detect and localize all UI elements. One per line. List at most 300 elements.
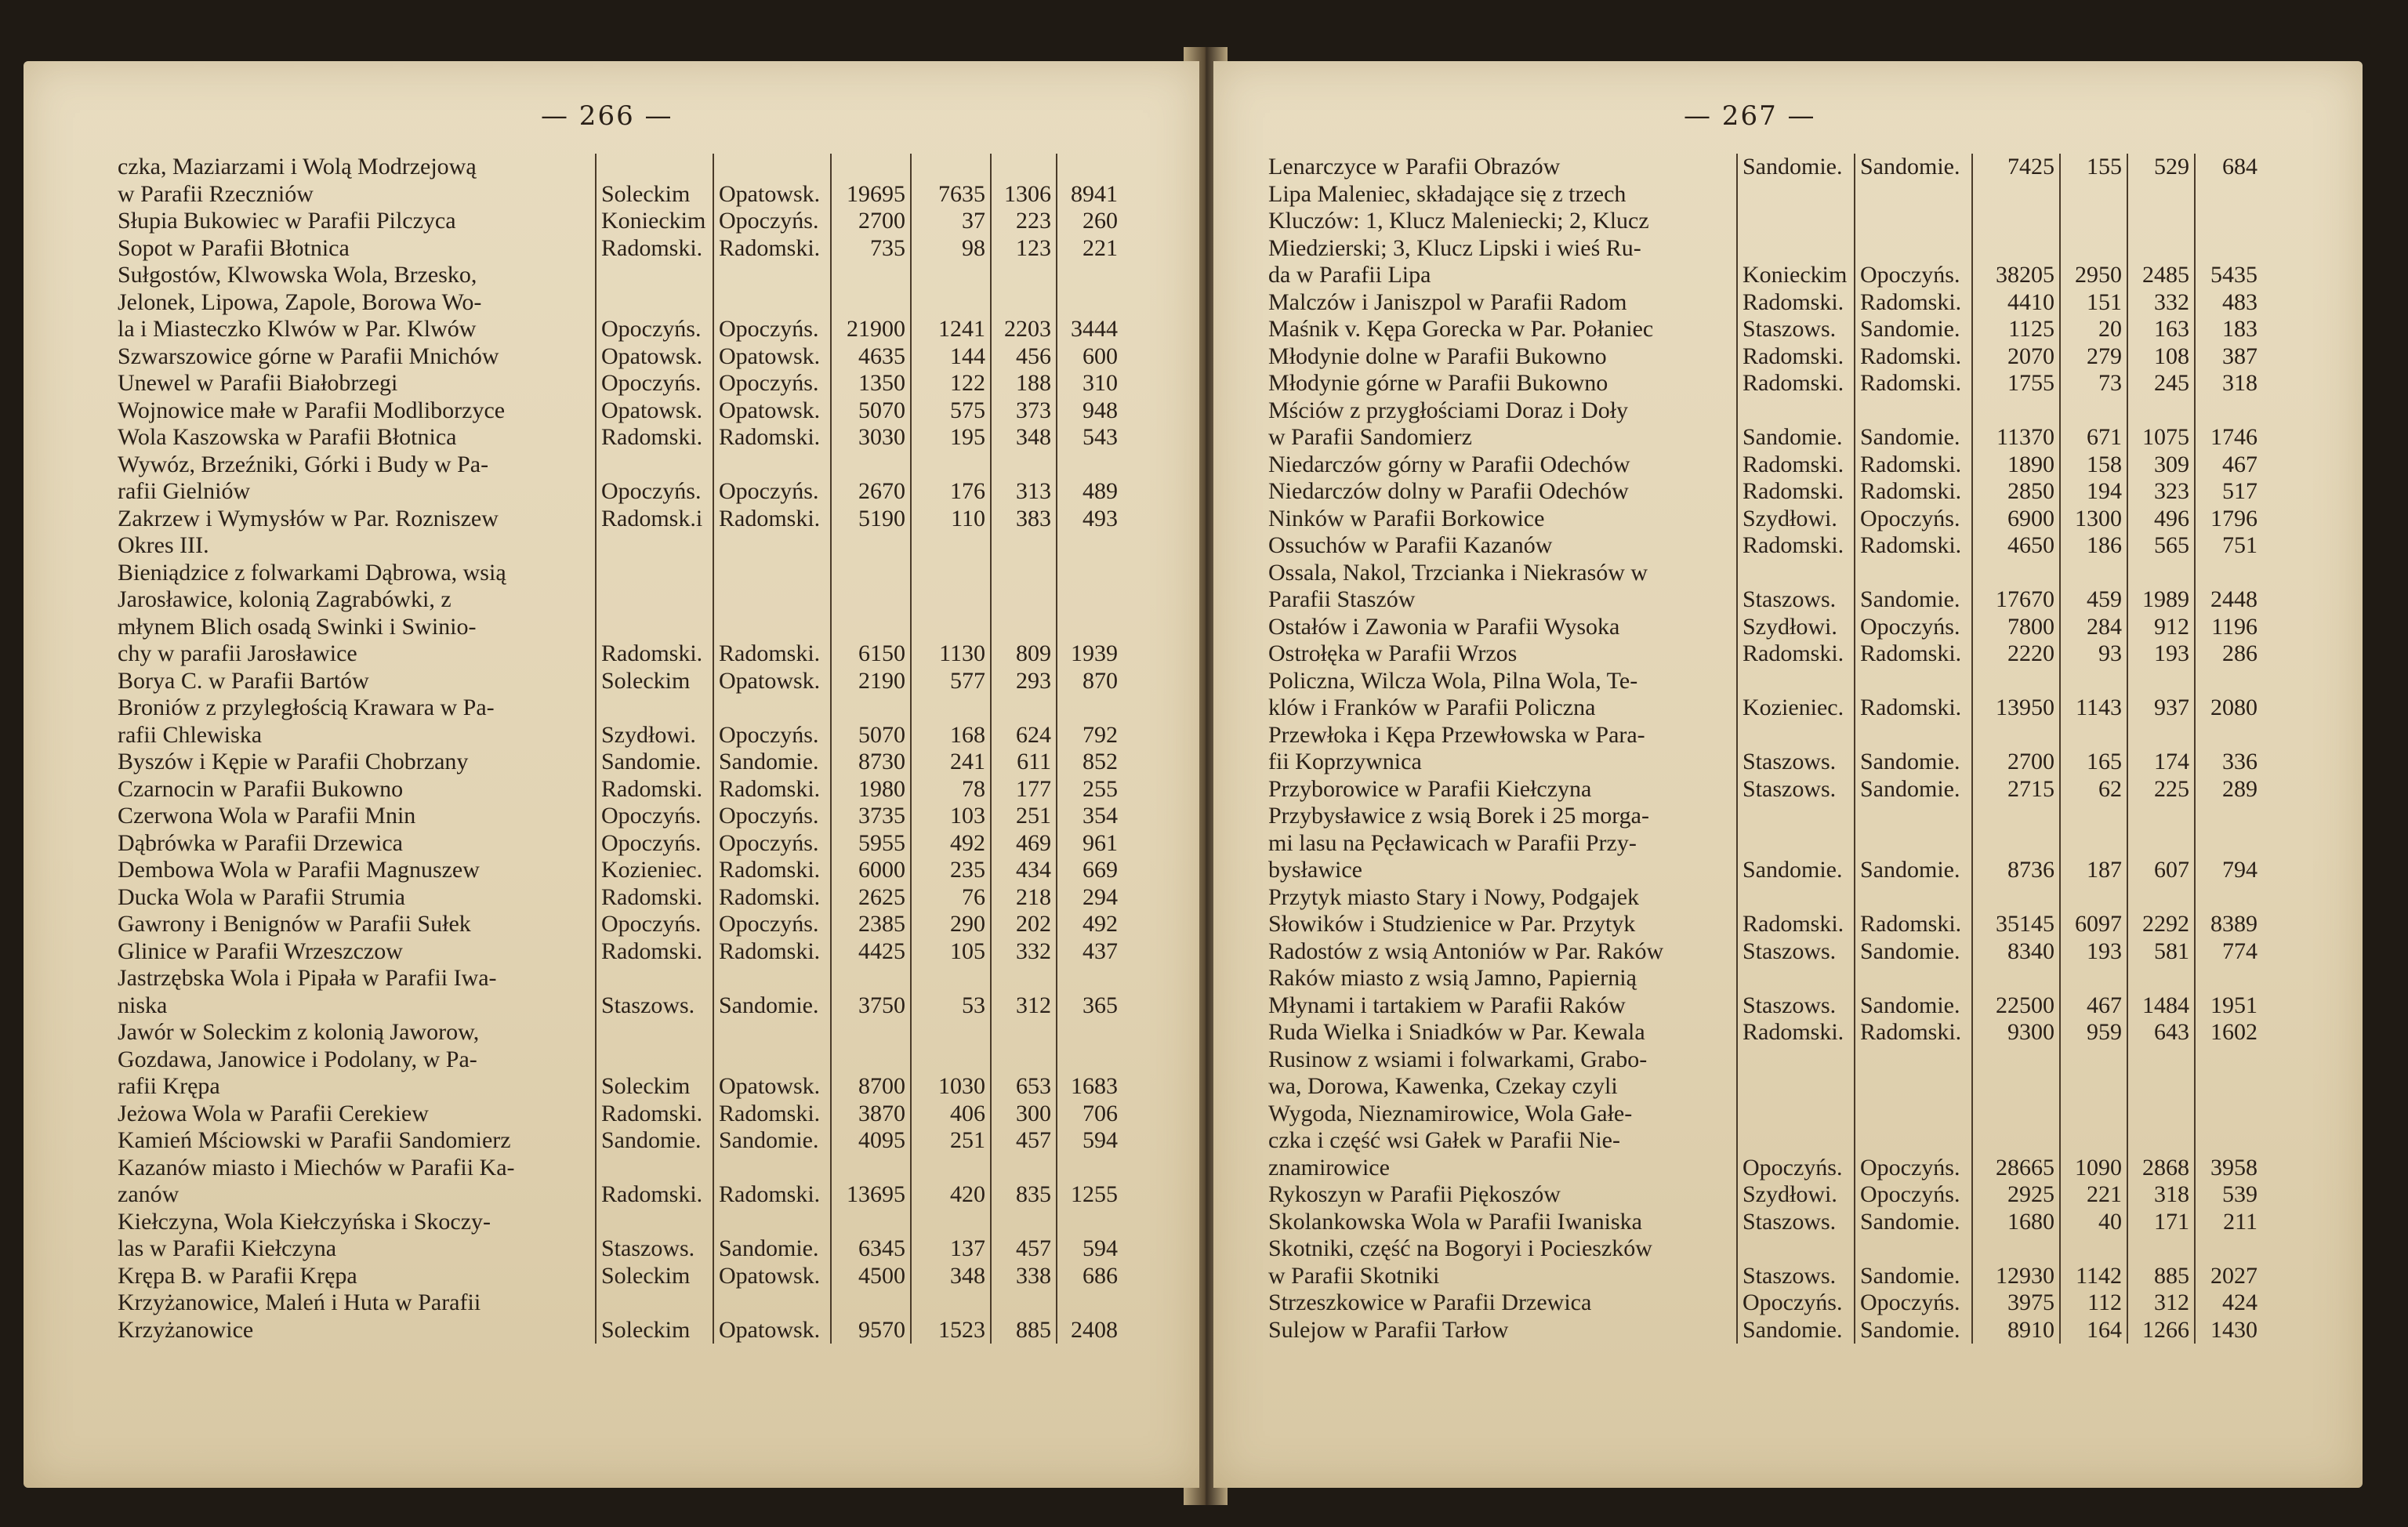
value-4: 684 — [2195, 154, 2262, 181]
left-page — [24, 61, 1199, 1488]
district-2: Opoczyńs. — [713, 830, 831, 858]
value-3: 1989 — [2127, 560, 2195, 614]
entry-name: Dąbrówka w Parafii Drzewica — [118, 829, 403, 856]
district-1: Soleckim — [596, 1289, 713, 1344]
value-1: 2385 — [831, 911, 911, 938]
district-1: Opoczyńs. — [1737, 1289, 1855, 1317]
value-2: 186 — [2060, 532, 2127, 560]
value-2: 241 — [911, 749, 991, 776]
value-3: 123 — [991, 235, 1057, 263]
district-2: Sandomie. — [1855, 1235, 1972, 1289]
district-1: Sandomie. — [1737, 397, 1855, 452]
value-3: 188 — [991, 370, 1057, 397]
value-4: 289 — [2195, 776, 2262, 803]
value-2: 40 — [2060, 1209, 2127, 1236]
district-2: Radomski. — [1855, 668, 1972, 722]
entry-name: Jawór w Soleckim z kolonią Jaworow, Gozdawa, Janowice i Podolany, w Pa- rafii Krępa — [118, 1019, 480, 1099]
district-2: Opoczyńs. — [1855, 1289, 1972, 1317]
table-row — [1268, 316, 2262, 343]
district-1: Sandomie. — [1737, 803, 1855, 884]
value-1: 5070 — [831, 397, 911, 425]
district-1: Opoczyńs. — [596, 452, 713, 506]
value-4: 8389 — [2195, 884, 2262, 938]
district-1: Staszows. — [1737, 560, 1855, 614]
value-3: 108 — [2127, 343, 2195, 371]
value-1: 3975 — [1972, 1289, 2060, 1317]
table-row — [1268, 532, 2262, 560]
entry-name: Krępa B. w Parafii Krępa — [118, 1262, 357, 1289]
district-2: Radomski. — [713, 1101, 831, 1128]
entry-name: Sułgostów, Klwowska Wola, Brzesko, Jelonek, Lipowa, Zapole, Borowa Wo- la i Miasteczko Klwów w Par. Klwów — [118, 262, 482, 342]
value-4: 211 — [2195, 1209, 2262, 1236]
entry-name: Broniów z przyległością Krawara w Pa- rafii Chlewiska — [118, 695, 495, 748]
value-2: 144 — [911, 343, 991, 371]
district-2: Radomski. — [1855, 478, 1972, 506]
value-2: 155 — [2060, 154, 2127, 181]
table-row — [1268, 1181, 2262, 1209]
district-1: Radomski. — [1737, 532, 1855, 560]
district-2: Opoczyńs. — [713, 208, 831, 235]
district-1: Szydłowi. — [1737, 506, 1855, 533]
value-3: 1266 — [2127, 1317, 2195, 1344]
district-1: Staszows. — [1737, 965, 1855, 1019]
entry-name: Krzyżanowice, Maleń i Huta w Parafii Krzyżanowice — [118, 1289, 481, 1343]
value-2: 492 — [911, 830, 991, 858]
entry-name: Radostów z wsią Antoniów w Par. Raków — [1268, 938, 1664, 964]
table-row — [1268, 640, 2262, 668]
value-4: 792 — [1057, 695, 1122, 749]
district-2: Sandomie. — [1855, 938, 1972, 966]
district-1: Sandomie. — [1737, 154, 1855, 181]
value-4: 1255 — [1057, 1155, 1122, 1209]
entry-name: Okres III. — [118, 532, 209, 558]
district-1: Radomski. — [596, 424, 713, 452]
entry-name: Ducka Wola w Parafii Strumia — [118, 883, 405, 910]
value-2: 671 — [2060, 397, 2127, 452]
value-1: 8730 — [831, 749, 911, 776]
district-2: Radomski. — [713, 506, 831, 533]
value-2: 122 — [911, 370, 991, 397]
district-2: Opoczyńs. — [1855, 181, 1972, 289]
value-2: 235 — [911, 857, 991, 884]
entry-name: Wywóz, Brzeźniki, Górki i Budy w Pa- rafii Gielniów — [118, 451, 489, 504]
table-row — [1268, 1317, 2262, 1344]
value-3: 171 — [2127, 1209, 2195, 1236]
value-2: 1030 — [911, 1019, 991, 1101]
value-3: 611 — [991, 749, 1057, 776]
value-1: 735 — [831, 235, 911, 263]
value-2: 420 — [911, 1155, 991, 1209]
value-4: 483 — [2195, 289, 2262, 317]
entry-name: Kamień Mściowski w Parafii Sandomierz — [118, 1127, 511, 1153]
value-3: 251 — [991, 803, 1057, 830]
table-row — [1268, 1289, 2262, 1317]
table-row — [1268, 668, 2262, 722]
value-3: 624 — [991, 695, 1057, 749]
table-row — [1268, 1235, 2262, 1289]
value-1: 2925 — [1972, 1181, 2060, 1209]
value-2: 1142 — [2060, 1235, 2127, 1289]
value-3: 565 — [2127, 532, 2195, 560]
district-1: Opoczyńs. — [596, 830, 713, 858]
left-ledger-table — [118, 154, 1122, 1344]
entry-name: Ostrołęka w Parafii Wrzos — [1268, 640, 1518, 666]
district-1: Radomski. — [1737, 452, 1855, 479]
value-2: 7635 — [911, 181, 991, 209]
district-2: Sandomie. — [1855, 397, 1972, 452]
value-3: 2485 — [2127, 181, 2195, 289]
value-4 — [1057, 532, 1122, 560]
value-3: 383 — [991, 506, 1057, 533]
value-2: 290 — [911, 911, 991, 938]
district-2: Radomski. — [713, 1155, 831, 1209]
entry-name: Słupia Bukowiec w Parafii Pilczyca — [118, 208, 456, 234]
entry-name: Wola Kaszowska w Parafii Błotnica — [118, 424, 457, 450]
value-1: 6345 — [831, 1209, 911, 1263]
value-1: 8910 — [1972, 1317, 2060, 1344]
district-1: Staszows. — [1737, 776, 1855, 803]
value-4: 852 — [1057, 749, 1122, 776]
district-1: Szydłowi. — [1737, 614, 1855, 641]
district-2: Sandomie. — [713, 965, 831, 1019]
table-row — [118, 452, 1122, 506]
district-1: Staszows. — [596, 1209, 713, 1263]
district-1: Opoczyńs. — [596, 262, 713, 343]
entry-name: Młodynie górne w Parafii Bukowno — [1268, 370, 1608, 396]
value-4: 751 — [2195, 532, 2262, 560]
value-3: 1075 — [2127, 397, 2195, 452]
district-2 — [713, 154, 831, 181]
value-3: 323 — [2127, 478, 2195, 506]
value-1: 1350 — [831, 370, 911, 397]
value-2: 76 — [911, 884, 991, 912]
value-2: 103 — [911, 803, 991, 830]
value-4: 2027 — [2195, 1235, 2262, 1289]
entry-name: Malczów i Janiszpol w Parafii Radom — [1268, 288, 1627, 315]
value-3: 338 — [991, 1263, 1057, 1290]
district-1: Radomski. — [1737, 478, 1855, 506]
district-2: Sandomie. — [1855, 776, 1972, 803]
value-4: 221 — [1057, 235, 1122, 263]
district-2: Opoczyńs. — [713, 803, 831, 830]
table-row — [118, 560, 1122, 668]
table-row — [118, 181, 1122, 209]
value-2: 2950 — [2060, 181, 2127, 289]
table-row — [1268, 452, 2262, 479]
district-2: Opoczyńs. — [713, 911, 831, 938]
district-1: Sandomie. — [1737, 1317, 1855, 1344]
value-3: 912 — [2127, 614, 2195, 641]
value-2: 164 — [2060, 1317, 2127, 1344]
table-row — [1268, 884, 2262, 938]
district-1: Staszows. — [1737, 316, 1855, 343]
entry-name: Strzeszkowice w Parafii Drzewica — [1268, 1289, 1592, 1315]
district-1: Radomski. — [596, 884, 713, 912]
value-1: 7800 — [1972, 614, 2060, 641]
district-2: Radomski. — [713, 857, 831, 884]
table-row — [118, 1019, 1122, 1101]
value-3: 245 — [2127, 370, 2195, 397]
value-4: 437 — [1057, 938, 1122, 966]
value-3: 1306 — [991, 181, 1057, 209]
value-1: 2070 — [1972, 343, 2060, 371]
district-1 — [596, 154, 713, 181]
value-4: 1939 — [1057, 560, 1122, 668]
value-4: 354 — [1057, 803, 1122, 830]
value-1: 3735 — [831, 803, 911, 830]
entry-name: Sulejow w Parafii Tarłow — [1268, 1316, 1509, 1343]
district-1: Radomski. — [596, 560, 713, 668]
district-2: Opoczyńs. — [1855, 1046, 1972, 1182]
district-1: Radomski. — [1737, 640, 1855, 668]
entry-name: Maśnik v. Kępa Gorecka w Par. Połaniec — [1268, 316, 1654, 342]
entry-name: Lipa Maleniec, składające się z trzech Kluczów: 1, Klucz Maleniecki; 2, Klucz Miedzierski; 3, Klucz Lipski i wieś Ru- da w Parafii Lipa — [1268, 180, 1649, 288]
value-1: 5070 — [831, 695, 911, 749]
value-2: 165 — [2060, 722, 2127, 776]
table-row — [1268, 506, 2262, 533]
entry-name: Bieniądzice z folwarkami Dąbrowa, wsią Jarosławice, kolonią Zagrabówki, z młynem Blich osadą Swinki i Swinio- chy w parafii Jarosławice — [118, 559, 506, 666]
district-2: Opatowsk. — [713, 343, 831, 371]
district-2: Radomski. — [1855, 289, 1972, 317]
right-page — [1213, 61, 2363, 1488]
district-1: Sandomie. — [596, 749, 713, 776]
value-1: 2850 — [1972, 478, 2060, 506]
entry-name: Wojnowice małe w Parafii Modliborzyce — [118, 397, 506, 423]
value-2: 221 — [2060, 1181, 2127, 1209]
value-1: 7425 — [1972, 154, 2060, 181]
entry-name: Kazanów miasto i Miechów w Parafii Ka- zanów — [118, 1154, 515, 1207]
table-row — [1268, 181, 2262, 289]
value-2: 959 — [2060, 1019, 2127, 1046]
value-4: 539 — [2195, 1181, 2262, 1209]
value-4: 594 — [1057, 1127, 1122, 1155]
value-2: 176 — [911, 452, 991, 506]
value-4: 5435 — [2195, 181, 2262, 289]
value-4: 517 — [2195, 478, 2262, 506]
value-3: 809 — [991, 560, 1057, 668]
value-2: 577 — [911, 668, 991, 695]
value-4: 870 — [1057, 668, 1122, 695]
value-3: 163 — [2127, 316, 2195, 343]
value-1: 8700 — [831, 1019, 911, 1101]
table-row — [1268, 803, 2262, 884]
district-2: Sandomie. — [1855, 1317, 1972, 1344]
value-2: 73 — [2060, 370, 2127, 397]
table-row — [1268, 154, 2262, 181]
district-2: Radomski. — [1855, 343, 1972, 371]
district-1: Opatowsk. — [596, 397, 713, 425]
district-1: Radomski. — [596, 776, 713, 803]
table-row — [118, 884, 1122, 912]
table-row — [1268, 776, 2262, 803]
value-3: 835 — [991, 1155, 1057, 1209]
district-1: Soleckim — [596, 1019, 713, 1101]
district-2: Radomski. — [713, 424, 831, 452]
value-4: 774 — [2195, 938, 2262, 966]
entry-name: Czarnocin w Parafii Bukowno — [118, 775, 404, 802]
entry-name: Szwarszowice górne w Parafii Mnichów — [118, 343, 499, 369]
value-4: 260 — [1057, 208, 1122, 235]
value-4: 1746 — [2195, 397, 2262, 452]
value-1: 2190 — [831, 668, 911, 695]
value-3: 434 — [991, 857, 1057, 884]
value-2: 279 — [2060, 343, 2127, 371]
right-ledger-table — [1268, 154, 2262, 1344]
table-row — [118, 1209, 1122, 1263]
value-2: 105 — [911, 938, 991, 966]
value-4: 424 — [2195, 1289, 2262, 1317]
district-2: Opoczyńs. — [713, 370, 831, 397]
district-1 — [596, 532, 713, 560]
value-2: 53 — [911, 965, 991, 1019]
entry-name: Ossuchów w Parafii Kazanów — [1268, 532, 1553, 558]
district-2: Sandomie. — [713, 1209, 831, 1263]
value-1: 2715 — [1972, 776, 2060, 803]
value-2: 1241 — [911, 262, 991, 343]
value-4: 2080 — [2195, 668, 2262, 722]
value-4: 1602 — [2195, 1019, 2262, 1046]
value-4: 365 — [1057, 965, 1122, 1019]
entry-name: Rykoszyn w Parafii Piękoszów — [1268, 1181, 1561, 1207]
value-2: 1300 — [2060, 506, 2127, 533]
value-1: 4425 — [831, 938, 911, 966]
value-1: 4095 — [831, 1127, 911, 1155]
district-2: Radomski. — [713, 884, 831, 912]
value-4: 1951 — [2195, 965, 2262, 1019]
value-2: 93 — [2060, 640, 2127, 668]
value-1 — [831, 154, 911, 181]
entry-name: Zakrzew i Wymysłów w Par. Rozniszew — [118, 505, 499, 531]
table-row — [118, 343, 1122, 371]
table-row — [1268, 1019, 2262, 1046]
value-3 — [991, 532, 1057, 560]
value-4: 286 — [2195, 640, 2262, 668]
table-row — [1268, 1209, 2262, 1236]
value-4: 686 — [1057, 1263, 1122, 1290]
district-2: Sandomie. — [1855, 154, 1972, 181]
value-4: 2408 — [1057, 1289, 1122, 1344]
district-1: Radomski. — [596, 938, 713, 966]
table-row — [1268, 560, 2262, 614]
table-row — [1268, 614, 2262, 641]
value-1: 8340 — [1972, 938, 2060, 966]
district-1: Opoczyńs. — [596, 370, 713, 397]
value-1: 22500 — [1972, 965, 2060, 1019]
table-row — [118, 1127, 1122, 1155]
value-1: 4650 — [1972, 532, 2060, 560]
value-3: 2292 — [2127, 884, 2195, 938]
value-3: 309 — [2127, 452, 2195, 479]
table-row — [1268, 478, 2262, 506]
district-2: Radomski. — [1855, 452, 1972, 479]
district-2: Sandomie. — [1855, 803, 1972, 884]
value-2: 37 — [911, 208, 991, 235]
value-1: 12930 — [1972, 1235, 2060, 1289]
value-1: 13695 — [831, 1155, 911, 1209]
value-2: 406 — [911, 1101, 991, 1128]
entry-name: Kiełczyna, Wola Kiełczyńska i Skoczy- las w Parafii Kiełczyna — [118, 1208, 491, 1261]
entry-name: Niedarczów górny w Parafii Odechów — [1268, 451, 1630, 477]
entry-name: Unewel w Parafii Białobrzegi — [118, 370, 398, 396]
entry-name: Glinice w Parafii Wrzeszczow — [118, 938, 403, 964]
table-row — [118, 154, 1122, 181]
district-2: Radomski. — [713, 235, 831, 263]
value-1: 4635 — [831, 343, 911, 371]
value-3: 332 — [2127, 289, 2195, 317]
table-row — [118, 1155, 1122, 1209]
value-2: 575 — [911, 397, 991, 425]
district-2: Radomski. — [713, 776, 831, 803]
table-row — [118, 424, 1122, 452]
value-3: 607 — [2127, 803, 2195, 884]
value-4: 492 — [1057, 911, 1122, 938]
table-row — [118, 532, 1122, 560]
table-row — [118, 668, 1122, 695]
value-1: 3030 — [831, 424, 911, 452]
value-3 — [991, 154, 1057, 181]
district-1: Radomski. — [1737, 343, 1855, 371]
value-4: 600 — [1057, 343, 1122, 371]
district-1: Soleckim — [596, 668, 713, 695]
district-1: Staszows. — [1737, 722, 1855, 776]
value-1: 9570 — [831, 1289, 911, 1344]
district-2: Opatowsk. — [713, 397, 831, 425]
value-3: 332 — [991, 938, 1057, 966]
value-4 — [1057, 154, 1122, 181]
entry-name: Przewłoka i Kępa Przewłowska w Para- fii Koprzywnica — [1268, 721, 1645, 774]
value-4: 3444 — [1057, 262, 1122, 343]
district-1: Opoczyńs. — [596, 803, 713, 830]
table-row — [1268, 370, 2262, 397]
value-2: 168 — [911, 695, 991, 749]
value-4: 2448 — [2195, 560, 2262, 614]
value-3: 885 — [991, 1289, 1057, 1344]
table-row — [1268, 965, 2262, 1019]
value-4: 336 — [2195, 722, 2262, 776]
table-row — [118, 830, 1122, 858]
value-4: 1196 — [2195, 614, 2262, 641]
district-1: Opoczyńs. — [1737, 1046, 1855, 1182]
value-2: 137 — [911, 1209, 991, 1263]
value-1: 1890 — [1972, 452, 2060, 479]
district-2: Sandomie. — [1855, 316, 1972, 343]
entry-name: Gawrony i Benignów w Parafii Sułek — [118, 911, 471, 937]
district-1: Staszows. — [1737, 938, 1855, 966]
value-1: 2625 — [831, 884, 911, 912]
entry-name: Ossala, Nakol, Trzcianka i Niekrasów w Parafii Staszów — [1268, 559, 1648, 612]
value-3: 218 — [991, 884, 1057, 912]
value-1: 38205 — [1972, 181, 2060, 289]
table-row — [118, 1101, 1122, 1128]
value-3: 223 — [991, 208, 1057, 235]
entry-name: Rusinow z wsiami i folwarkami, Grabo- wa, Dorowa, Kawenka, Czekay czyli Wygoda, Nieznamirowice, Wola Gałe- czka i część wsi Gałek w Parafii Nie- znamirowice — [1268, 1046, 1648, 1181]
value-2: 251 — [911, 1127, 991, 1155]
value-1: 28665 — [1972, 1046, 2060, 1182]
value-2: 1523 — [911, 1289, 991, 1344]
table-row — [118, 749, 1122, 776]
value-2: 98 — [911, 235, 991, 263]
value-2: 459 — [2060, 560, 2127, 614]
value-1: 5955 — [831, 830, 911, 858]
entry-name: Borya C. w Parafii Bartów — [118, 667, 369, 694]
value-1: 2220 — [1972, 640, 2060, 668]
value-1: 13950 — [1972, 668, 2060, 722]
district-2 — [713, 532, 831, 560]
district-2: Opatowsk. — [713, 181, 831, 209]
district-2: Sandomie. — [1855, 965, 1972, 1019]
value-4: 1430 — [2195, 1317, 2262, 1344]
district-2: Sandomie. — [1855, 722, 1972, 776]
